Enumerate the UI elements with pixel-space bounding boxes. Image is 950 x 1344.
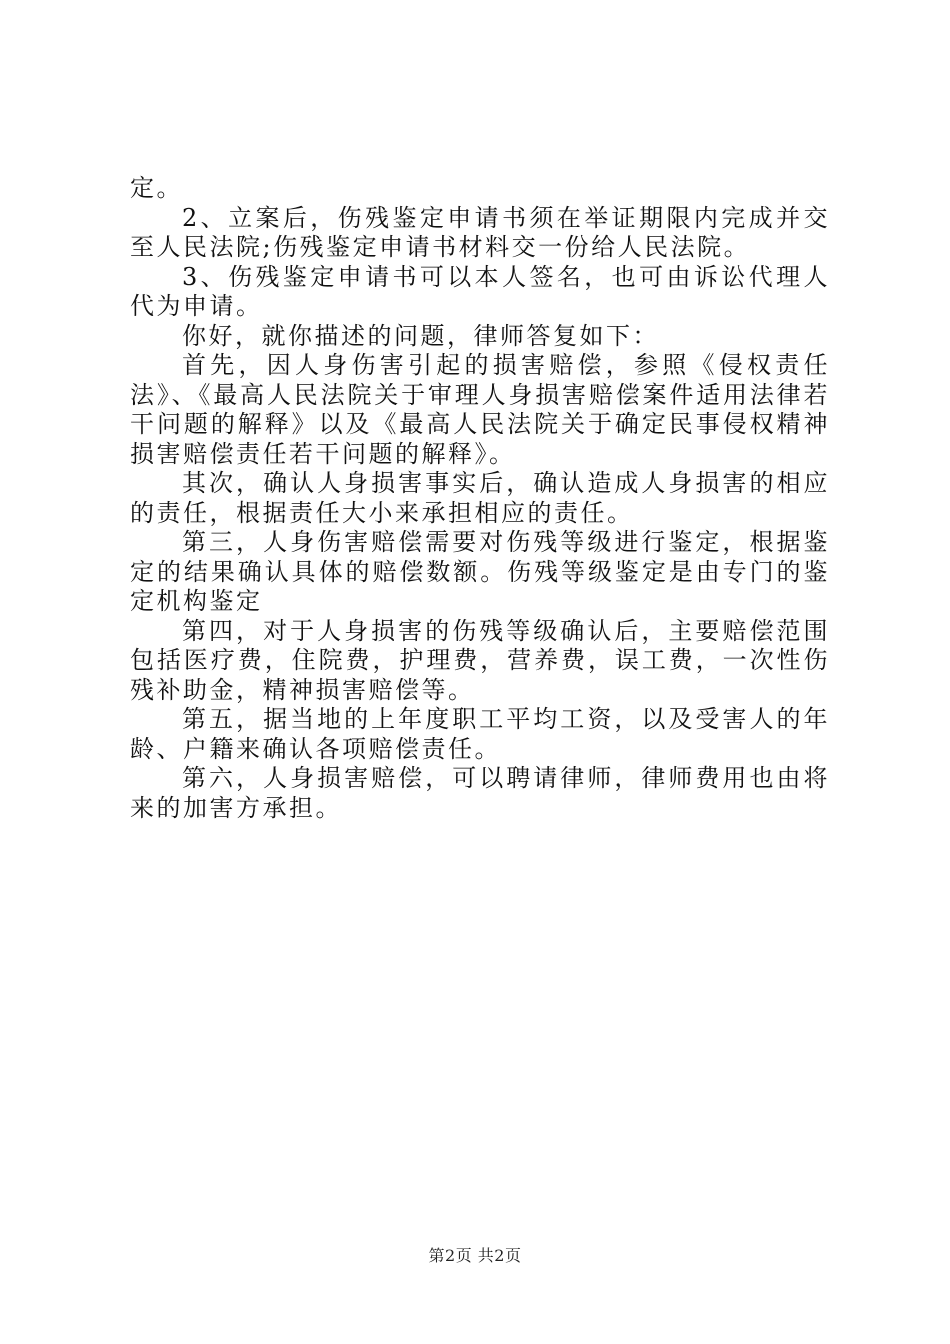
paragraph-item-2: 2、立案后，伤残鉴定申请书须在举证期限内完成并交至人民法院;伤残鉴定申请书材料交一份给人民法院。 [130, 203, 830, 261]
paragraph-sixth-point: 第六，人身损害赔偿，可以聘请律师，律师费用也由将来的加害方承担。 [130, 764, 830, 822]
paragraph-item-3: 3、伤残鉴定申请书可以本人签名，也可由诉讼代理人代为申请。 [130, 262, 830, 320]
paragraph-third-point: 第三，人身伤害赔偿需要对伤残等级进行鉴定，根据鉴定的结果确认具体的赔偿数额。伤残等级鉴定是由专门的鉴定机构鉴定 [130, 528, 830, 615]
paragraph-first-point: 首先，因人身伤害引起的损害赔偿，参照《侵权责任法》、《最高人民法院关于审理人身损害赔偿案件适用法律若干问题的解释》以及《最高人民法院关于确定民事侵权精神损害赔偿责任若干问题的解释》。 [130, 351, 830, 468]
page-footer: 第2页 共2页 [428, 1246, 522, 1265]
paragraph-greeting: 你好，就你描述的问题，律师答复如下： [182, 321, 659, 350]
paragraph-second-point: 其次，确认人身损害事实后，确认造成人身损害的相应的责任，根据责任大小来承担相应的责任。 [130, 469, 830, 527]
document-body [130, 174, 830, 823]
paragraph-fourth-point: 第四，对于人身损害的伤残等级确认后，主要赔偿范围包括医疗费，住院费，护理费，营养费，误工费，一次性伤残补助金，精神损害赔偿等。 [130, 616, 830, 704]
paragraph-fifth-point: 第五，据当地的上年度职工平均工资，以及受害人的年龄、户籍来确认各项赔偿责任。 [130, 705, 830, 763]
paragraph-continuation: 定。 [130, 174, 183, 202]
